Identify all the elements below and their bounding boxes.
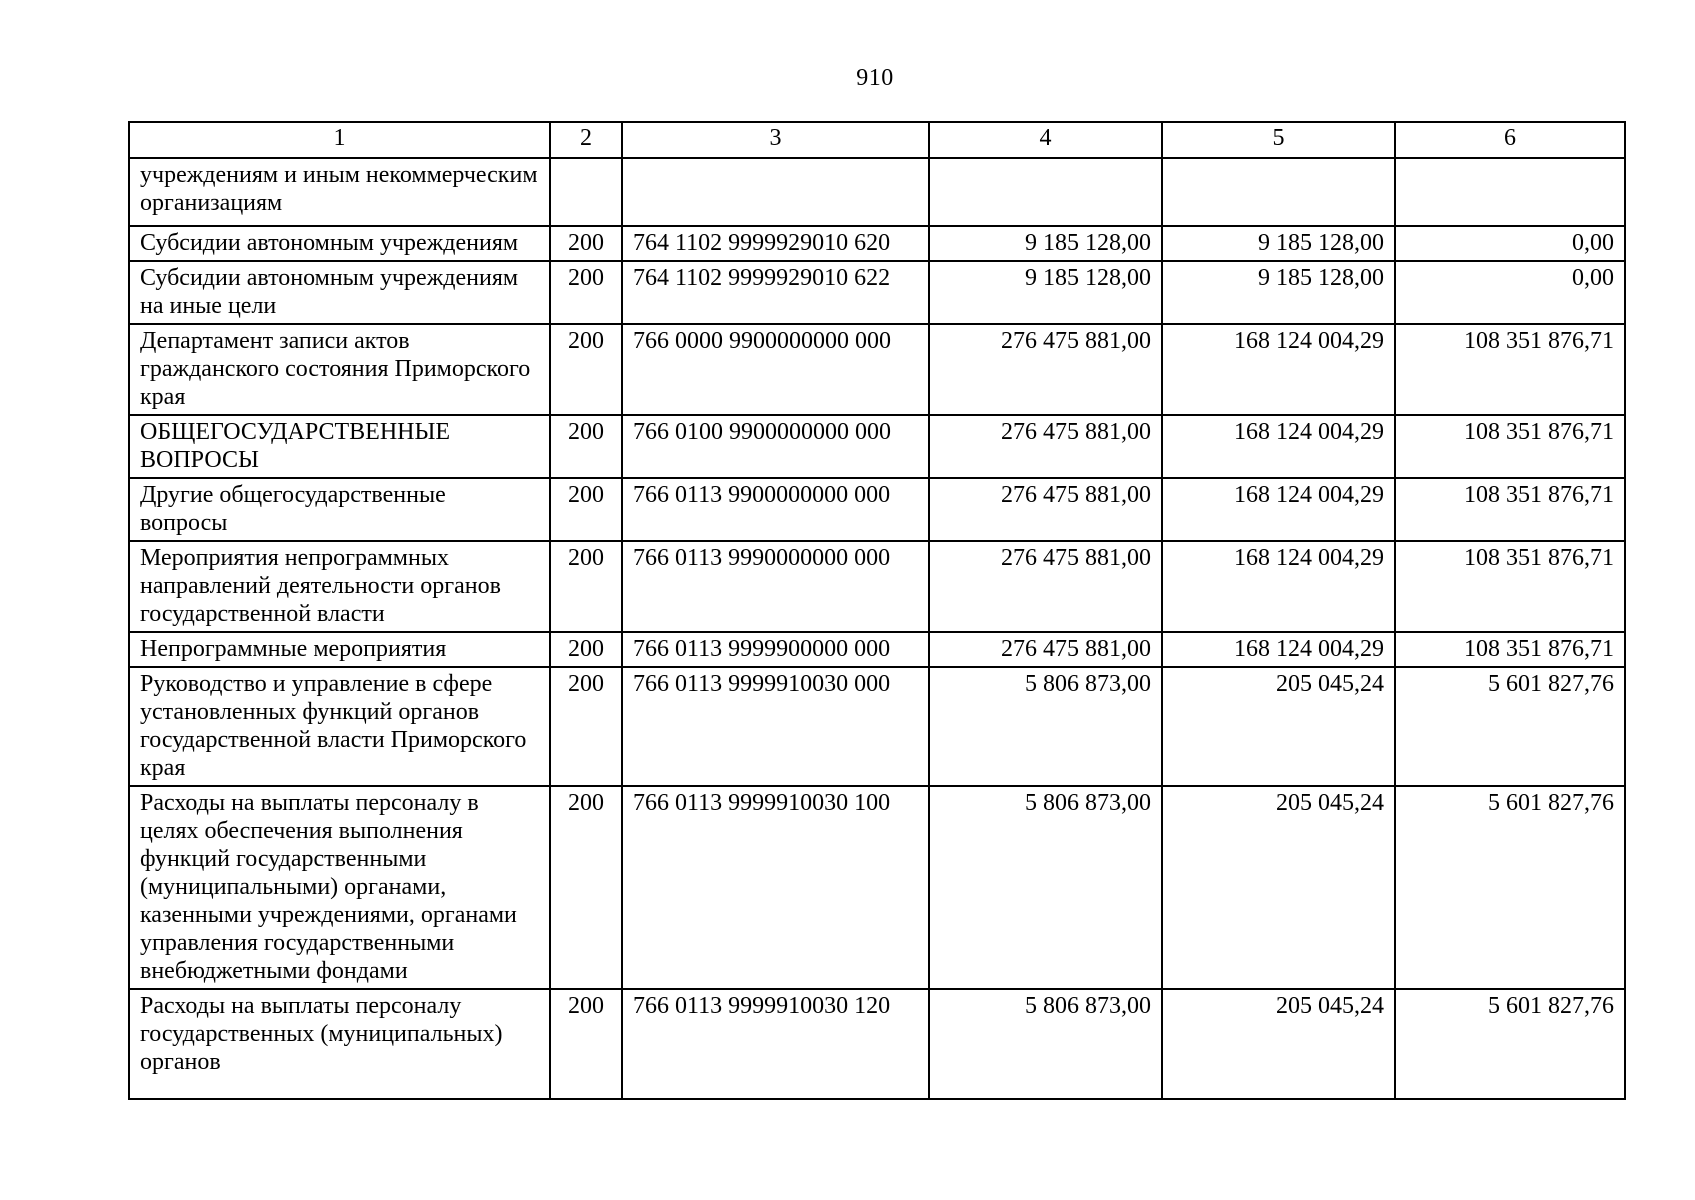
- row-name: Непрограммные мероприятия: [129, 632, 550, 667]
- table-row: [129, 786, 1625, 989]
- table-row: [129, 226, 1625, 261]
- row-value-4: 5 806 873,00: [929, 667, 1162, 786]
- row-code: [622, 158, 929, 226]
- row-value-6: 108 351 876,71: [1395, 478, 1625, 541]
- row-name: ОБЩЕГОСУДАРСТВЕННЫЕ ВОПРОСЫ: [129, 415, 550, 478]
- row-value-4: 276 475 881,00: [929, 324, 1162, 415]
- row-value-5: [1162, 158, 1395, 226]
- row-code: 766 0113 9999910030 000: [622, 667, 929, 786]
- row-value-5: 205 045,24: [1162, 989, 1395, 1099]
- row-col2: 200: [550, 786, 622, 989]
- row-value-4: 276 475 881,00: [929, 632, 1162, 667]
- row-value-6: 108 351 876,71: [1395, 541, 1625, 632]
- table-row: [129, 478, 1625, 541]
- row-code: 766 0113 9999910030 100: [622, 786, 929, 989]
- column-header-6: 6: [1395, 122, 1625, 158]
- row-value-5: 168 124 004,29: [1162, 478, 1395, 541]
- row-name: Руководство и управление в сфере установленных функций органов государственной власти Приморского края: [129, 667, 550, 786]
- row-value-5: 205 045,24: [1162, 667, 1395, 786]
- row-value-6: 5 601 827,76: [1395, 667, 1625, 786]
- row-name: Субсидии автономным учреждениям: [129, 226, 550, 261]
- row-code: 764 1102 9999929010 620: [622, 226, 929, 261]
- row-name: Субсидии автономным учреждениям на иные цели: [129, 261, 550, 324]
- page-number: 910: [856, 65, 894, 91]
- table-body: [129, 158, 1625, 1099]
- table-row: [129, 324, 1625, 415]
- row-value-5: 168 124 004,29: [1162, 324, 1395, 415]
- row-col2: 200: [550, 261, 622, 324]
- column-header-4: 4: [929, 122, 1162, 158]
- row-code: 766 0000 9900000000 000: [622, 324, 929, 415]
- row-value-6: [1395, 158, 1625, 226]
- table-row: [129, 989, 1625, 1099]
- row-name: Департамент записи актов гражданского состояния Приморского края: [129, 324, 550, 415]
- table-row: [129, 261, 1625, 324]
- header-row: [129, 122, 1625, 158]
- table-header: [129, 122, 1625, 158]
- row-value-4: 9 185 128,00: [929, 226, 1162, 261]
- row-value-5: 9 185 128,00: [1162, 226, 1395, 261]
- row-value-6: 0,00: [1395, 226, 1625, 261]
- column-header-3: 3: [622, 122, 929, 158]
- row-name: Расходы на выплаты персоналу государственных (муниципальных) органов: [129, 989, 550, 1099]
- row-code: 766 0100 9900000000 000: [622, 415, 929, 478]
- row-name: Другие общегосударственные вопросы: [129, 478, 550, 541]
- row-value-5: 168 124 004,29: [1162, 632, 1395, 667]
- row-value-6: 108 351 876,71: [1395, 632, 1625, 667]
- budget-table: [128, 121, 1626, 1100]
- column-header-5: 5: [1162, 122, 1395, 158]
- row-value-6: 5 601 827,76: [1395, 989, 1625, 1099]
- table-row: [129, 667, 1625, 786]
- row-code: 766 0113 9999910030 120: [622, 989, 929, 1099]
- column-header-1: 1: [129, 122, 550, 158]
- row-name: учреждениям и иным некоммерческим организациям: [129, 158, 550, 226]
- row-value-6: 108 351 876,71: [1395, 415, 1625, 478]
- row-col2: 200: [550, 415, 622, 478]
- row-col2: 200: [550, 226, 622, 261]
- row-value-4: 276 475 881,00: [929, 478, 1162, 541]
- row-value-6: 0,00: [1395, 261, 1625, 324]
- row-col2: 200: [550, 632, 622, 667]
- row-value-5: 9 185 128,00: [1162, 261, 1395, 324]
- row-col2: 200: [550, 541, 622, 632]
- row-code: 766 0113 9900000000 000: [622, 478, 929, 541]
- row-col2: 200: [550, 667, 622, 786]
- table-row: [129, 632, 1625, 667]
- row-value-4: 5 806 873,00: [929, 786, 1162, 989]
- column-header-2: 2: [550, 122, 622, 158]
- row-value-4: [929, 158, 1162, 226]
- row-value-5: 168 124 004,29: [1162, 541, 1395, 632]
- table-row: [129, 541, 1625, 632]
- row-value-6: 108 351 876,71: [1395, 324, 1625, 415]
- row-value-6: 5 601 827,76: [1395, 786, 1625, 989]
- row-col2: 200: [550, 478, 622, 541]
- row-value-5: 168 124 004,29: [1162, 415, 1395, 478]
- row-col2: [550, 158, 622, 226]
- table-row: [129, 158, 1625, 226]
- row-col2: 200: [550, 989, 622, 1099]
- row-code: 766 0113 9990000000 000: [622, 541, 929, 632]
- table-row: [129, 415, 1625, 478]
- row-code: 766 0113 9999900000 000: [622, 632, 929, 667]
- row-name: Расходы на выплаты персоналу в целях обеспечения выполнения функций государственными (муниципальными) органами, казенными учреждениями, органами управления государственными внебюджетными фондами: [129, 786, 550, 989]
- row-value-4: 276 475 881,00: [929, 415, 1162, 478]
- row-value-5: 205 045,24: [1162, 786, 1395, 989]
- row-name: Мероприятия непрограммных направлений деятельности органов государственной власти: [129, 541, 550, 632]
- row-value-4: 5 806 873,00: [929, 989, 1162, 1099]
- row-value-4: 276 475 881,00: [929, 541, 1162, 632]
- row-code: 764 1102 9999929010 622: [622, 261, 929, 324]
- row-col2: 200: [550, 324, 622, 415]
- row-value-4: 9 185 128,00: [929, 261, 1162, 324]
